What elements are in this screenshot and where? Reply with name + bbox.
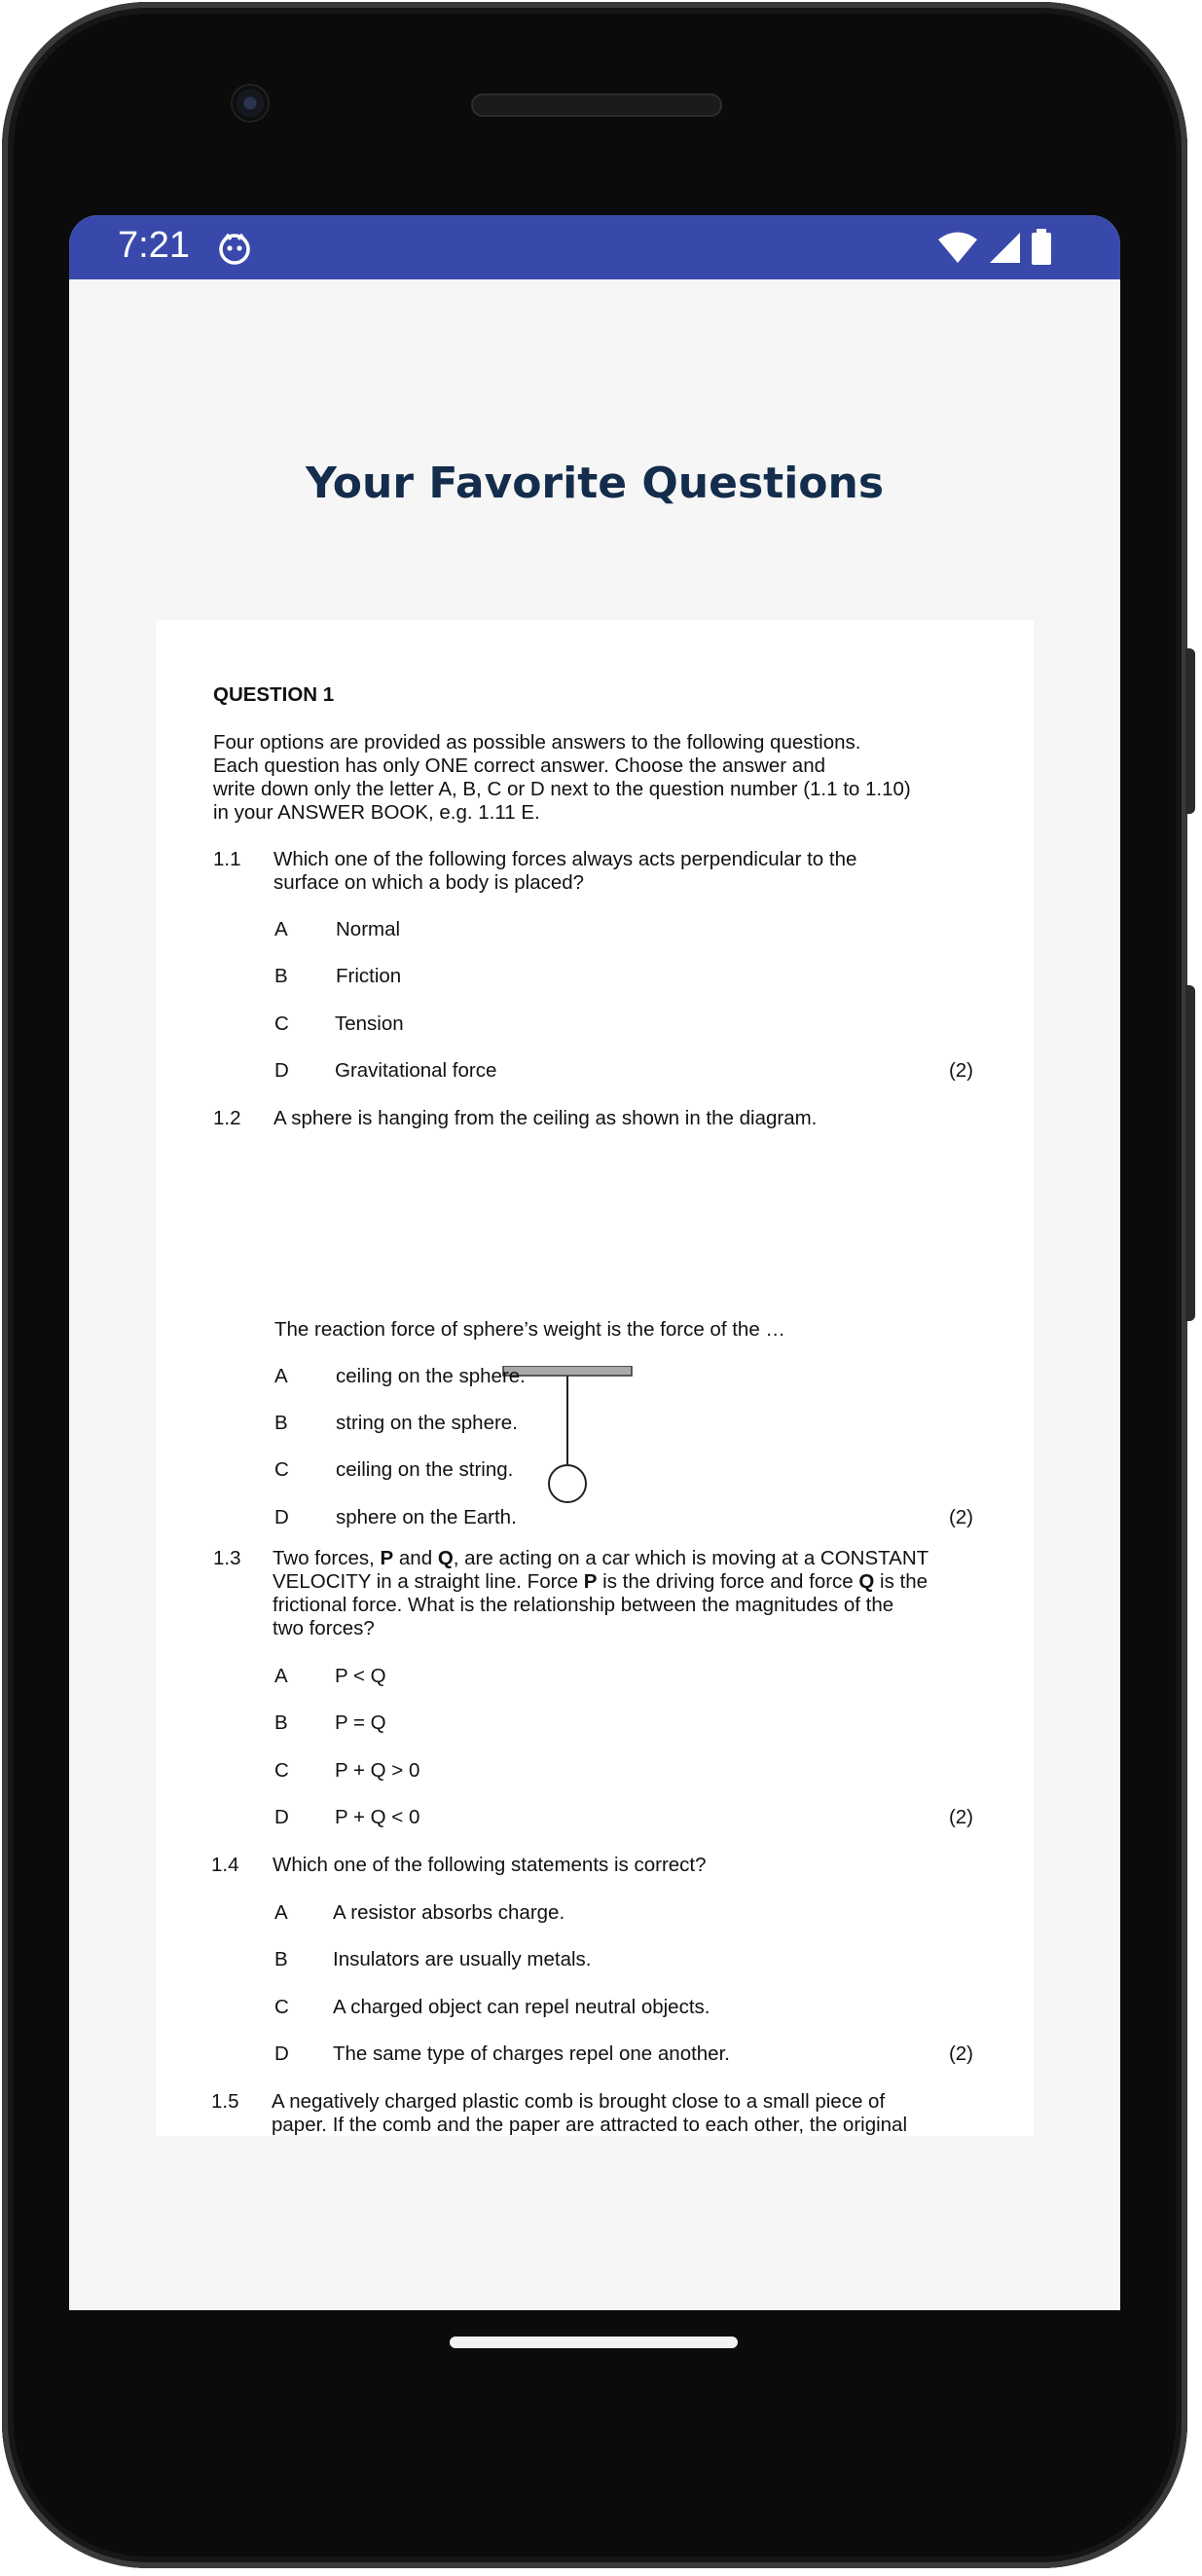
question-text: A sphere is hanging from the ceiling as shown in the diagram. (273, 1107, 818, 1129)
force-q-label: Q (437, 1547, 454, 1569)
volume-button (1185, 985, 1195, 1321)
option-text: Friction (336, 965, 402, 987)
text-run: is the (874, 1570, 929, 1593)
battery-icon (1031, 229, 1052, 266)
option-letter: A (274, 1365, 288, 1387)
option-text: string on the sphere. (336, 1412, 518, 1434)
option-text: sphere on the Earth. (336, 1506, 517, 1528)
question-number: 1.5 (211, 2090, 239, 2113)
question-text: surface on which a body is placed? (273, 871, 585, 894)
status-bar (69, 215, 1120, 279)
force-q-label: Q (858, 1570, 875, 1593)
app-notification-icon (218, 232, 251, 265)
option-text: P + Q > 0 (335, 1759, 420, 1782)
power-button (1185, 648, 1195, 814)
question-text (273, 1547, 929, 1570)
option-letter: B (274, 1711, 288, 1734)
option-text: P = Q (335, 1711, 386, 1734)
page-title: Your Favorite Questions (305, 459, 885, 508)
phone-frame (2, 2, 1187, 2568)
option-letter: C (274, 1458, 289, 1481)
option-text: Tension (335, 1012, 404, 1035)
question-heading: QUESTION 1 (213, 683, 335, 706)
option-text: P + Q < 0 (335, 1806, 420, 1828)
option-text: P < Q (335, 1665, 386, 1687)
text-run: VELOCITY in a straight line. Force (273, 1570, 584, 1593)
instruction-line: write down only the letter A, B, C or D next to the question number (1.1 to 1.10) (213, 778, 911, 800)
screen (69, 215, 1120, 2310)
text-run: Two forces, (273, 1547, 381, 1569)
instruction-line: Four options are provided as possible answers to the following questions. (213, 731, 861, 754)
option-text: Normal (336, 918, 401, 940)
text-run: and (393, 1547, 438, 1569)
question-number: 1.2 (213, 1107, 241, 1129)
option-letter: C (274, 1759, 289, 1782)
option-text: ceiling on the sphere. (336, 1365, 526, 1387)
force-p-label: P (380, 1547, 394, 1569)
option-text: ceiling on the string. (336, 1458, 514, 1481)
question-text: Which one of the following statements is correct? (273, 1854, 707, 1876)
option-letter: B (274, 1948, 288, 1970)
question-number: 1.3 (213, 1547, 241, 1569)
instruction-line: Each question has only ONE correct answer. Choose the answer and (213, 754, 826, 777)
text-run: , are acting on a car which is moving at a CONSTANT (453, 1547, 929, 1569)
question-text: two forces? (273, 1617, 375, 1639)
option-letter: A (274, 918, 288, 940)
question-text: Which one of the following forces always acts perpendicular to the (273, 848, 857, 870)
status-icons (937, 229, 1052, 266)
option-text: A charged object can repel neutral objects. (333, 1996, 710, 2018)
earpiece-speaker (471, 93, 722, 117)
instruction-line: in your ANSWER BOOK, e.g. 1.11 E. (213, 801, 540, 824)
option-letter: A (274, 1901, 288, 1924)
question-stem: The reaction force of sphere’s weight is the force of the … (274, 1318, 785, 1341)
wifi-icon (937, 231, 978, 264)
option-text: Gravitational force (335, 1059, 497, 1082)
question-number: 1.4 (211, 1854, 239, 1876)
option-text: The same type of charges repel one another. (333, 2042, 730, 2065)
question-marks: (2) (948, 1059, 973, 1082)
question-marks: (2) (948, 2042, 973, 2065)
question-text (273, 1570, 928, 1594)
question-document[interactable] (156, 620, 1034, 2136)
option-letter: C (274, 1996, 289, 2018)
question-number: 1.1 (213, 848, 241, 870)
option-letter: C (274, 1012, 289, 1035)
option-letter: D (274, 1506, 289, 1528)
front-camera (233, 86, 268, 121)
option-letter: D (274, 2042, 289, 2065)
option-letter: D (274, 1059, 289, 1082)
option-letter: B (274, 1412, 288, 1434)
question-marks: (2) (948, 1506, 973, 1528)
cell-signal-icon (988, 231, 1021, 264)
text-run: is the driving force and force (597, 1570, 859, 1593)
question-text: A negatively charged plastic comb is brought close to a small piece of (272, 2090, 886, 2113)
question-text: frictional force. What is the relationship between the magnitudes of the (273, 1594, 894, 1616)
option-letter: B (274, 965, 288, 987)
question-text: paper. If the comb and the paper are attracted to each other, the original (272, 2114, 908, 2136)
option-text: A resistor absorbs charge. (333, 1901, 565, 1924)
home-gesture-bar[interactable] (450, 2337, 738, 2348)
option-text: Insulators are usually metals. (333, 1948, 592, 1970)
option-letter: D (274, 1806, 289, 1828)
force-p-label: P (583, 1570, 598, 1593)
question-marks: (2) (948, 1806, 973, 1828)
status-time: 7:21 (118, 225, 190, 266)
option-letter: A (274, 1665, 288, 1687)
